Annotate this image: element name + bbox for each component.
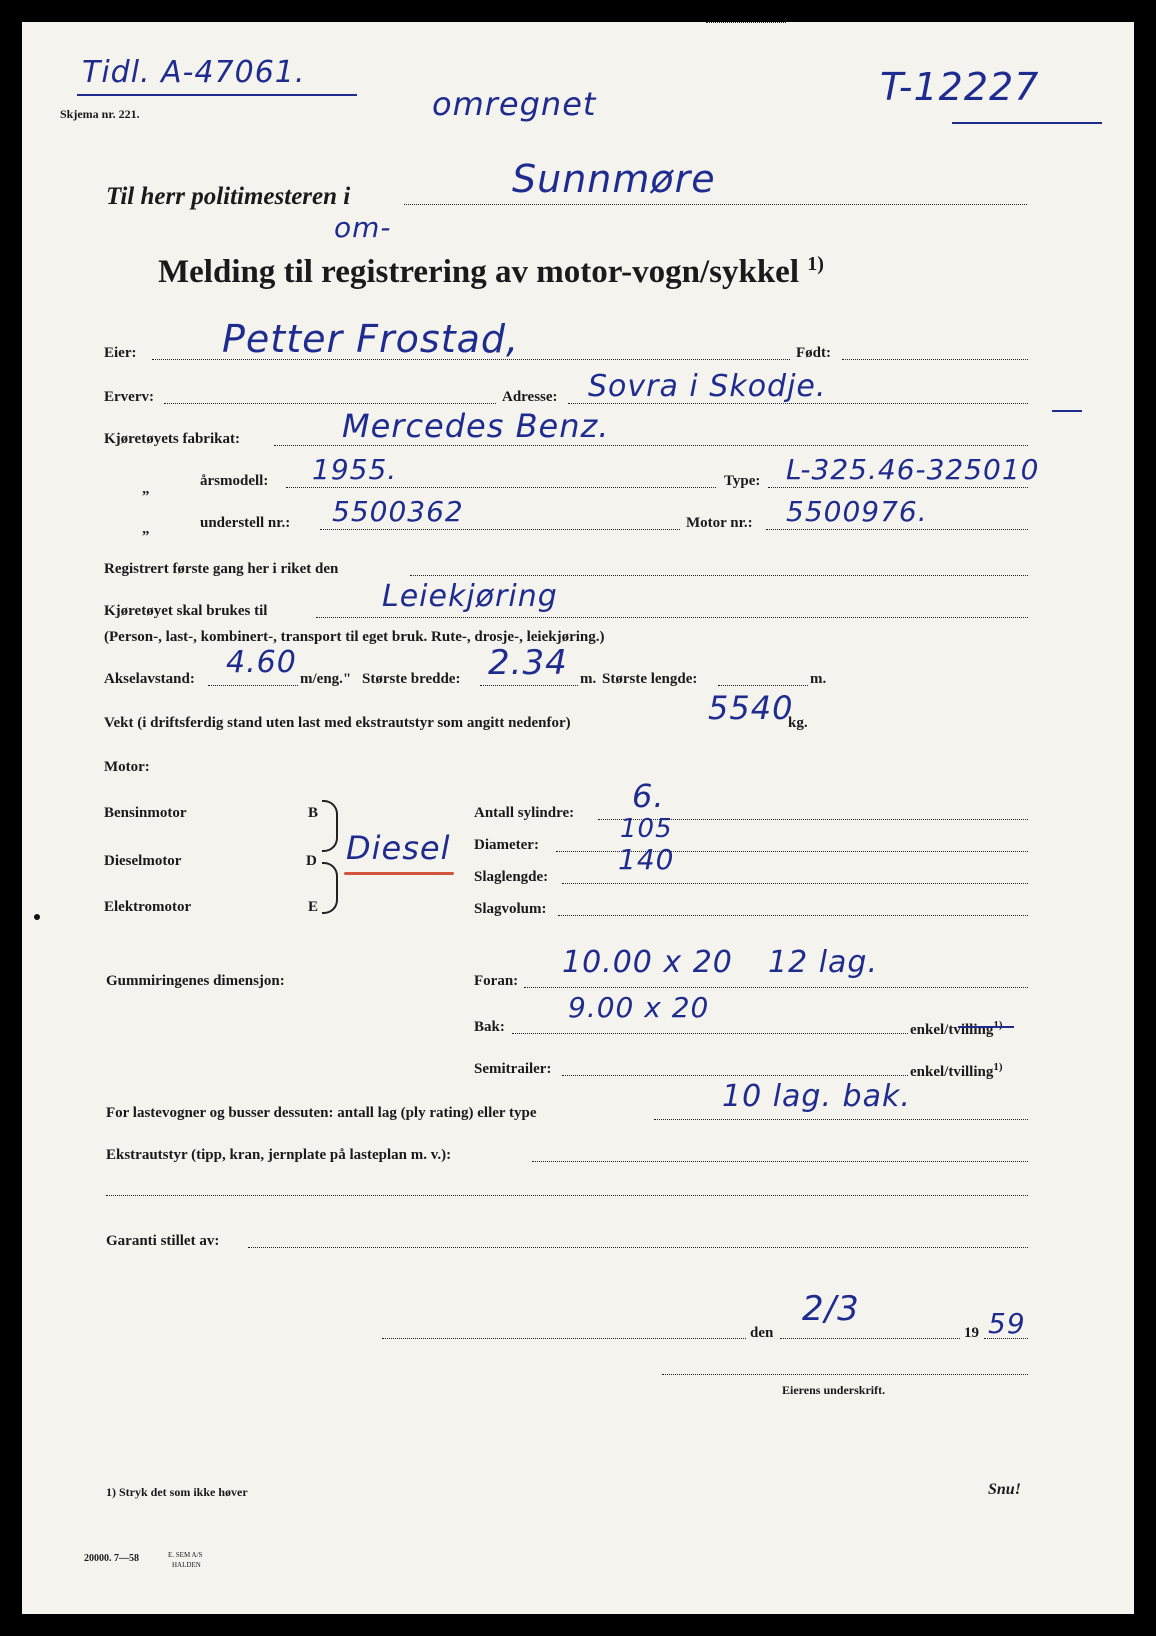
wheelbase-unit: m/eng." xyxy=(300,671,352,687)
rear-tyre-suffix xyxy=(910,1020,1003,1038)
ink-spot xyxy=(34,914,40,920)
rear-tyre-line xyxy=(512,1033,908,1034)
type-line xyxy=(768,487,1028,488)
weight-unit: kg. xyxy=(788,715,808,731)
ditto-mark-2: „ xyxy=(142,521,150,537)
rear-tyre-label: Bak: xyxy=(474,1019,505,1035)
guarantee-line xyxy=(248,1247,1028,1248)
chassis-line xyxy=(320,529,680,530)
signature-line xyxy=(662,1374,1028,1375)
model-year-label: årsmodell: xyxy=(200,473,269,489)
turn-over: Snu! xyxy=(988,1481,1021,1498)
ply-value: 10 lag. bak. xyxy=(722,1079,911,1114)
stroke-line xyxy=(562,883,1028,884)
margin-mark xyxy=(1052,410,1082,412)
date-value: 2/3 xyxy=(802,1289,860,1329)
date-den: den xyxy=(750,1325,774,1341)
first-registered-line xyxy=(410,575,1028,576)
motor-brace-top xyxy=(322,800,338,852)
ditto-mark-1: „ xyxy=(142,481,150,497)
rear-tyre-value: 9.00 x 20 xyxy=(568,991,710,1024)
displacement-line xyxy=(558,915,1028,916)
addressee-line xyxy=(404,204,1027,205)
width-unit: m. xyxy=(580,671,597,687)
weight-label: Vekt (i driftsferdig stand uten last med ekstrautstyr som angitt nedenfor) xyxy=(104,715,571,731)
archive-reference: Tidl. A-47061. xyxy=(82,55,306,90)
address-label: Adresse: xyxy=(502,389,558,405)
make-label: Kjøretøyets fabrikat: xyxy=(104,431,240,447)
length-unit: m. xyxy=(810,671,827,687)
motor-selected-underline xyxy=(344,872,454,875)
engine-number-value: 5500976. xyxy=(786,495,928,528)
usage-line xyxy=(316,617,1028,618)
date-year-suffix: 59 xyxy=(988,1307,1026,1340)
form-title-text: Melding til registrering av motor-vogn/sykkel xyxy=(158,254,800,290)
usage-label: Kjøretøyet skal brukes til xyxy=(104,603,268,619)
rear-tyre-strike xyxy=(958,1026,1014,1028)
engine-number-line xyxy=(766,529,1028,530)
displacement-label: Slagvolum: xyxy=(474,901,547,917)
semitrailer-line xyxy=(562,1075,908,1076)
cylinders-label: Antall sylindre: xyxy=(474,805,575,821)
owner-label: Eier: xyxy=(104,345,137,361)
width-value: 2.34 xyxy=(488,643,568,683)
make-value: Mercedes Benz. xyxy=(342,407,610,445)
model-year-line xyxy=(286,487,716,488)
type-label: Type: xyxy=(724,473,761,489)
guarantee-label: Garanti stillet av: xyxy=(106,1233,220,1249)
printer-name: E. SEM A/S xyxy=(168,1551,203,1559)
wheelbase-value: 4.60 xyxy=(226,645,297,680)
ply-label: For lastevogner og busser dessuten: antall lag (ply rating) eller type xyxy=(106,1105,537,1121)
semitrailer-suffix-text: enkel/tvilling xyxy=(910,1064,994,1080)
motor-type-diesel: Dieselmotor xyxy=(104,853,182,869)
width-line xyxy=(480,685,578,686)
semitrailer-label: Semitrailer: xyxy=(474,1061,552,1077)
rear-tyre-suffix-text: enkel/tvilling xyxy=(910,1022,994,1038)
printer-code: 20000. 7—58 xyxy=(84,1553,139,1564)
semitrailer-suffix xyxy=(910,1062,1003,1080)
engine-number-label: Motor nr.: xyxy=(686,515,753,531)
motor-code-electric: E xyxy=(308,899,319,915)
front-tyre-value: 10.00 x 20 xyxy=(562,945,733,980)
registration-number-underline xyxy=(952,122,1102,124)
acquisition-line xyxy=(164,403,496,404)
ply-line xyxy=(654,1119,1028,1120)
width-label: Største bredde: xyxy=(362,671,461,687)
form-sheet xyxy=(22,22,1134,1614)
type-value: L-325.46-325010 xyxy=(786,453,1040,486)
weight-line xyxy=(706,22,786,23)
motor-type-electric: Elektromotor xyxy=(104,899,192,915)
first-registered-label: Registrert første gang her i riket den xyxy=(104,561,339,577)
registration-number: T-12227 xyxy=(880,65,1040,109)
title-insert: om- xyxy=(334,211,392,244)
diameter-value: 105 xyxy=(620,814,673,844)
diameter-label: Diameter: xyxy=(474,837,539,853)
acquisition-label: Erverv: xyxy=(104,389,154,405)
tyres-label: Gummiringenes dimensjon: xyxy=(106,973,285,989)
wheelbase-line xyxy=(208,685,298,686)
printer-city: HALDEN xyxy=(172,1561,201,1569)
model-year-value: 1955. xyxy=(312,453,398,486)
semitrailer-footnote: 1) xyxy=(993,1061,1003,1073)
extra-line-2 xyxy=(106,1195,1028,1196)
motor-type-petrol: Bensinmotor xyxy=(104,805,187,821)
cylinders-value: 6. xyxy=(632,777,665,815)
stroke-value: 140 xyxy=(618,843,675,876)
chassis-label: understell nr.: xyxy=(200,515,291,531)
motor-code-diesel: D xyxy=(306,853,317,869)
stroke-label: Slaglengde: xyxy=(474,869,549,885)
address-value: Sovra i Skodje. xyxy=(588,369,827,404)
place-line xyxy=(382,1338,746,1339)
born-label: Født: xyxy=(796,345,831,361)
front-tyre-ply: 12 lag. xyxy=(768,945,879,980)
owner-value: Petter Frostad, xyxy=(222,317,520,361)
form-number: Skjema nr. 221. xyxy=(60,107,140,121)
motor-code-petrol: B xyxy=(308,805,319,821)
rear-tyre-footnote: 1) xyxy=(993,1019,1003,1031)
usage-value: Leiekjøring xyxy=(382,579,558,614)
motor-heading: Motor: xyxy=(104,759,150,775)
front-tyre-line xyxy=(524,987,1028,988)
born-line xyxy=(842,359,1028,360)
make-line xyxy=(274,445,1028,446)
chassis-value: 5500362 xyxy=(332,495,464,528)
form-title xyxy=(158,254,824,289)
length-line xyxy=(718,685,808,686)
motor-selected-value: Diesel xyxy=(346,829,451,867)
date-year-prefix: 19 xyxy=(964,1325,979,1341)
extra-label: Ekstrautstyr (tipp, kran, jernplate på lasteplan m. v.): xyxy=(106,1147,452,1163)
archive-reference-underline xyxy=(77,94,357,96)
motor-brace-bottom xyxy=(322,862,338,914)
addressee-value: Sunnmøre xyxy=(512,157,716,201)
usage-hint: (Person-, last-, kombinert-, transport til eget bruk. Rute-, drosje-, leiekjøring.) xyxy=(104,629,605,645)
front-tyre-label: Foran: xyxy=(474,973,519,989)
signature-label: Eierens underskrift. xyxy=(782,1383,886,1397)
extra-line-1 xyxy=(532,1161,1028,1162)
wheelbase-label: Akselavstand: xyxy=(104,671,195,687)
date-line xyxy=(780,1338,960,1339)
form-title-footnote: 1) xyxy=(807,253,824,275)
weight-value: 5540 xyxy=(708,689,794,727)
addressee-label: Til herr politimesteren i xyxy=(106,183,351,210)
recalculated-note: omregnet xyxy=(432,85,597,123)
footnote: 1) Stryk det som ikke høver xyxy=(106,1485,248,1499)
length-label: Største lengde: xyxy=(602,671,698,687)
